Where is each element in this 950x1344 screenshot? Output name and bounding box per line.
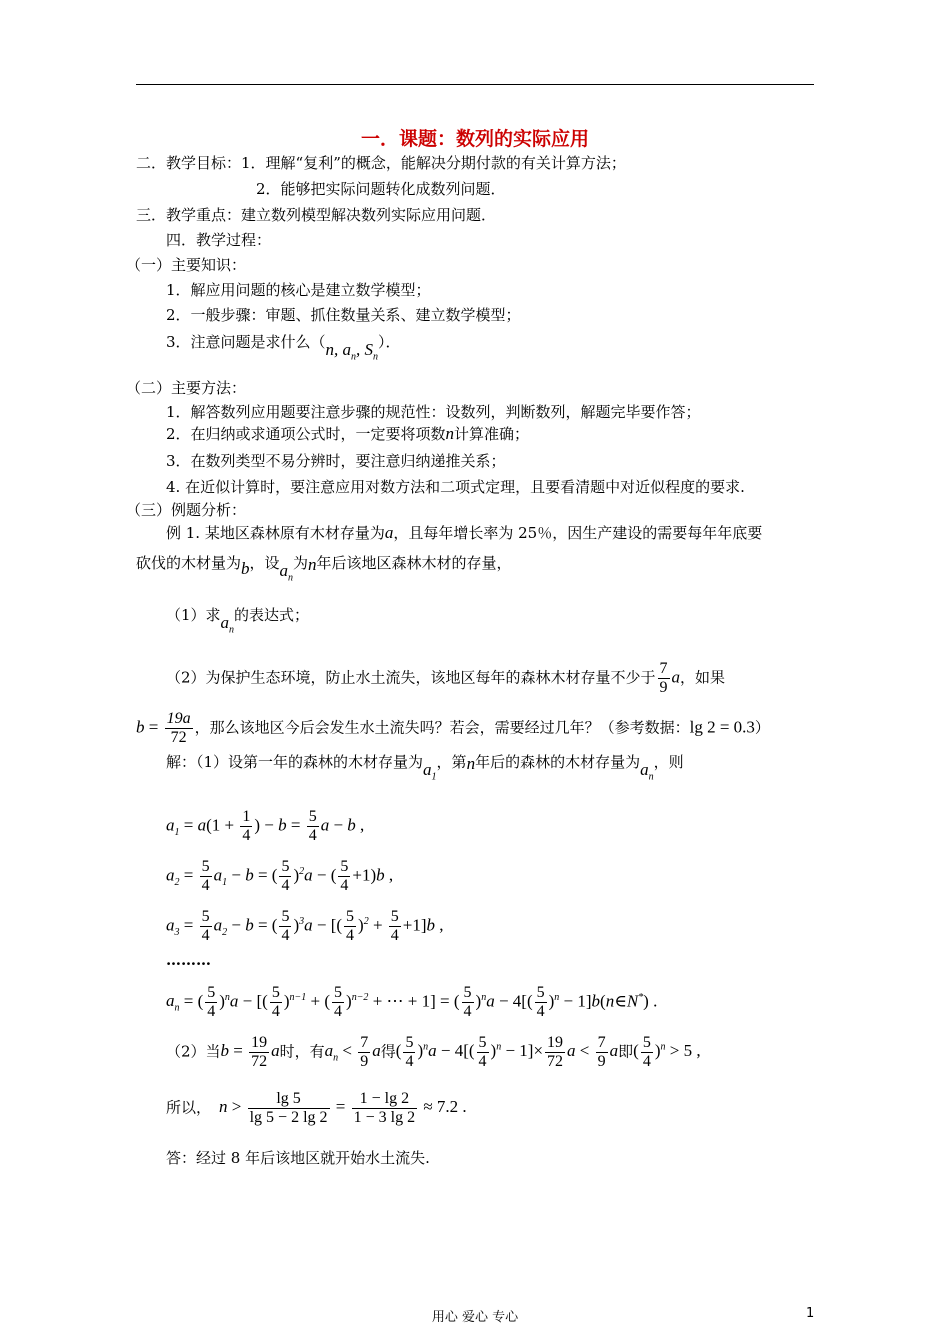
so-text: 所以， (166, 1098, 212, 1117)
section2-item2 (166, 424, 529, 444)
question1 (166, 605, 310, 636)
var-a-q2: a (671, 667, 681, 687)
example1-line2 (136, 553, 512, 584)
var-an-q1: $a_n$ (220, 613, 235, 636)
formula-a1: $a_1 = a(1$ + $\frac{1}{4}$ ) − b = $\frac{5}{4}$ a − b , (166, 808, 365, 844)
ex1-text-e: 为 (293, 554, 309, 572)
section1-item2: 2．一般步骤：审题、抓住数量关系、建立数学模型； (166, 306, 521, 324)
section2-item4: 4. 在近似计算时，要注意应用对数方法和二项式定理，且要看清题中对近似程度的要求. (166, 478, 745, 496)
q1-text-pre: （1）求 (166, 606, 221, 624)
frac-19a-72: $\frac{19a}{72}$ (166, 710, 191, 746)
objectives-line-2: 2．能够把实际问题转化成数列问题． (256, 180, 506, 198)
item2-text-pre: 2．在归纳或求通项公式时，一定要将项数 (166, 425, 446, 443)
section2-heading: （二）主要方法： (126, 379, 247, 397)
sol-text-c: 年后的森林的木材存量为 (475, 753, 641, 771)
section2-item1: 1．解答数列应用题要注意步骤的规范性：设数列，判断数列，解题完毕要作答； (166, 403, 701, 421)
q2-text-a: （2）为保护生态环境，防止水土流失，该地区每年的森林木材存量不少于 (166, 668, 656, 687)
item2-text-post: 计算准确； (454, 425, 530, 443)
solution-intro (166, 752, 684, 783)
page-number: 1 (806, 1306, 815, 1321)
section1-item3 (166, 332, 401, 363)
ex1-text-c: 砍伐的木材量为 (136, 554, 242, 572)
var-an2: $a_n$ (640, 760, 654, 783)
lg2-value: lg 2 = 0.3 (689, 717, 755, 737)
ex1-text-d: ，设 (249, 554, 280, 572)
item3-math: n, $a_n$, $S_n$ (325, 340, 379, 363)
ex1-text-f: 年后该地区森林木材的存量， (316, 554, 512, 572)
section1-heading: （一）主要知识： (126, 256, 247, 274)
q2-text-b: ，如果 (680, 668, 726, 687)
item3-text-post: ）． (378, 333, 401, 351)
var-n2: n (308, 555, 317, 574)
ex1-text-b: ，且每年增长率为 25％，因生产建设的需要每年年底要 (393, 524, 763, 542)
sol-text-a: 解：（1）设第一年的森林的木材存量为 (166, 753, 424, 771)
question2-line1 (166, 660, 725, 697)
var-a: a (384, 523, 394, 542)
var-n3: n (466, 754, 476, 773)
sol-text-b: ，第 (436, 753, 467, 771)
section2-item3: 3．在数列类型不易分辨时，要注意归纳递推关系； (166, 452, 506, 470)
header-rule (136, 84, 814, 85)
var-a1: $a_1$ (423, 760, 437, 783)
formula-a3: $a_3$ = $\frac{5}{4}$ $a_2 - b$ = ( $\frac{5}{4}$ )$^3$a − [( $\frac{5}{4}$ )$^2$ + $\frac{5}{4}$ +1]b , (166, 908, 444, 944)
q2-text-d: ） (754, 718, 770, 737)
p2-text-a: （2）当 (166, 1042, 221, 1061)
objectives-line-1: 二．教学目标：1．理解“复利”的概念，能解决分期付款的有关计算方法； (136, 154, 626, 172)
key-point: 三．教学重点：建立数列模型解决数列实际应用问题． (136, 206, 497, 224)
q2-text-c: ，那么该地区今后会发生水土流失吗？若会，需要经过几年？（参考数据： (194, 718, 690, 737)
formula-a2: $a_2$ = $\frac{5}{4}$ $a_1 - b$ = ( $\frac{5}{4}$ )$^2$a − ( $\frac{5}{4}$ +1)b , (166, 858, 394, 894)
answer: 答：经过 8 年后该地区就开始水土流失. (166, 1149, 430, 1167)
item3-text-pre: 3．注意问题是求什么（ (166, 333, 326, 351)
example1-line1 (166, 523, 762, 543)
part2-line: （2）当b = $\frac{19}{72}$ a时，有$a_n$ < $\frac{7}{9}$ a得( $\frac{5}{4}$ )$^n$a − 4[( $\frac{5}{4}$ )$^n$ − 1]× $\frac{19}{72}$ a < $\frac{7}{9}$ a即( $\frac{5}{4}$ )$^n$ > 5 , (166, 1034, 701, 1070)
ex1-text-a: 例 1. 某地区森林原有木材存量为 (166, 524, 385, 542)
var-n: n (445, 424, 455, 443)
p2-text-d: 即 (618, 1042, 634, 1061)
process-heading: 四．教学过程： (166, 231, 272, 249)
formula-an: $a_n$ = ( $\frac{5}{4}$ )$^n$a − [( $\frac{5}{4}$ )$^{n-1}$ + ( $\frac{5}{4}$ )$^{n-2}$ + ⋯ + 1] = ( $\frac{5}{4}$ )$^n$a − 4[( $\frac{5}{4}$ )$^n$ − 1]b(n∈N*) . (166, 984, 658, 1020)
var-an: $a_n$ (279, 561, 294, 584)
footer-text: 用心 爱心 专心 (431, 1310, 519, 1325)
conclusion-line: 所以， n > $\frac{\lg 5}{\lg 5 - 2 \lg 2}$ = $\frac{1 - \lg 2}{1 - 3 \lg 2}$ ≈ 7.2 . (166, 1090, 467, 1126)
section1-item1: 1．解应用问题的核心是建立数学模型； (166, 281, 431, 299)
ellipsis-dots: ……… (166, 951, 211, 969)
sol-text-d: ，则 (653, 753, 684, 771)
page-title: 一．课题：数列的实际应用 (360, 128, 589, 150)
q1-text-post: 的表达式； (234, 606, 310, 624)
question2-line2: b = $\frac{19a}{72}$ ，那么该地区今后会发生水土流失吗？若会，需要经过几年？（参考数据：lg 2 = 0.3） (136, 710, 770, 746)
section3-heading: （三）例题分析： (126, 501, 247, 519)
var-b: b (241, 559, 250, 578)
var-b-q2: b (136, 717, 145, 737)
p2-text-c: 得 (380, 1042, 396, 1061)
p2-text-b: 时，有 (279, 1042, 325, 1061)
frac-7-9: $\frac{7}{9}$ (659, 660, 668, 696)
